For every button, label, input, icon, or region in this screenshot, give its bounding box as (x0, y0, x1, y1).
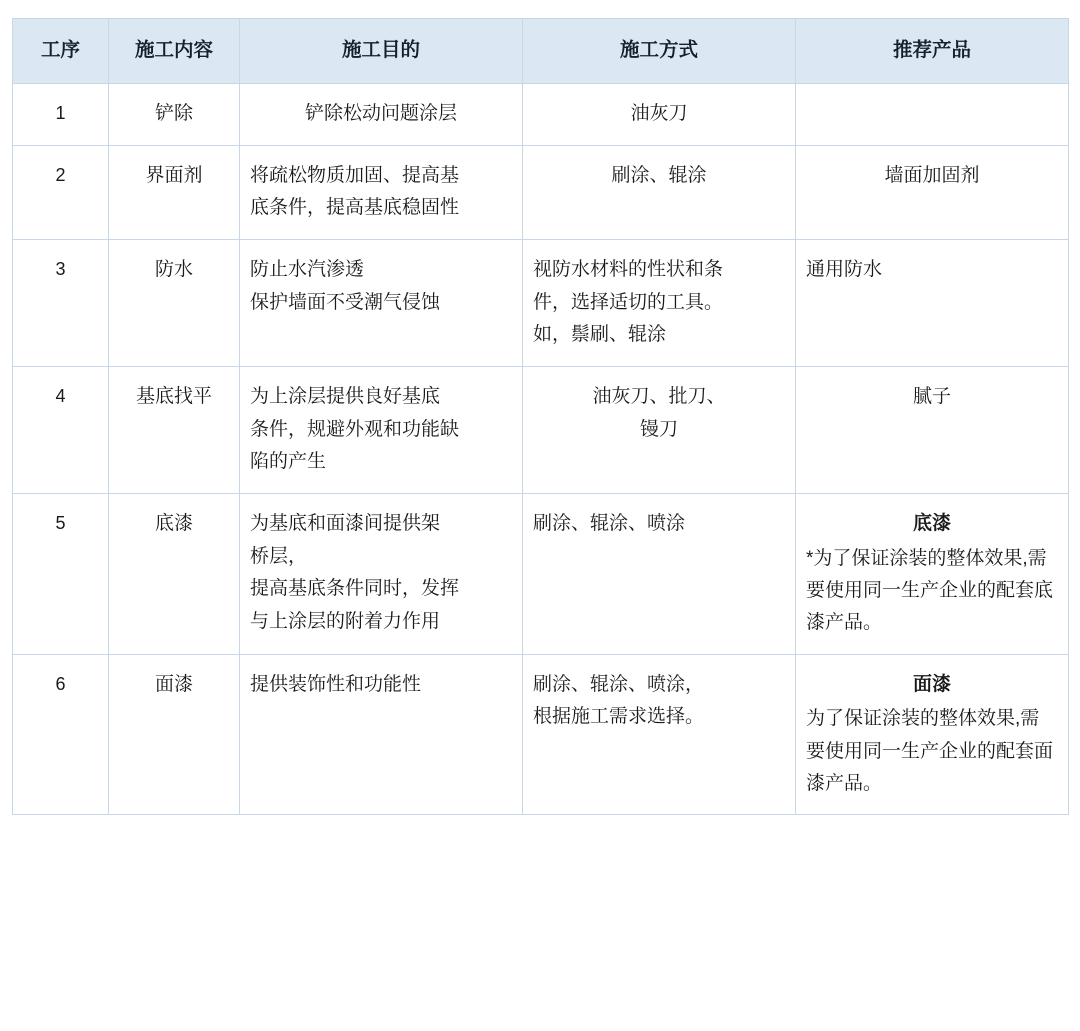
method-line: 镘刀 (639, 418, 678, 440)
cell-process-index: 5 (13, 494, 109, 655)
product-title: 墙面加固剂 (884, 164, 980, 186)
cell-method (523, 84, 796, 146)
cell-process-index: 3 (13, 240, 109, 367)
purpose-line: 提供装饰性和功能性 (250, 673, 422, 695)
cell-purpose (240, 240, 523, 367)
table-row (13, 654, 1069, 815)
method-line: 视防水材料的性状和条 (533, 259, 724, 281)
cell-product (796, 84, 1069, 146)
table-row (13, 494, 1069, 655)
table-row (13, 240, 1069, 367)
product-note: 为了保证涂装的整体效果,需要使用同一生产企业的配套面漆产品。 (806, 708, 1054, 794)
cell-process-index: 4 (13, 367, 109, 494)
purpose-line: 铲除松动问题涂层 (304, 103, 457, 124)
cell-content: 界面剂 (109, 145, 240, 239)
purpose-line: 为基底和面漆间提供架 (250, 513, 441, 535)
product-note: *为了保证涂装的整体效果,需要使用同一生产企业的配套底漆产品。 (806, 547, 1054, 634)
column-header-purpose: 施工目的 (240, 19, 523, 84)
cell-product (796, 654, 1069, 815)
cell-content: 基底找平 (109, 367, 240, 494)
column-header-content: 施工内容 (109, 19, 240, 84)
column-header-process: 工序 (13, 19, 109, 84)
method-line: 根据施工需求选择。 (533, 706, 705, 728)
cell-purpose (240, 84, 523, 146)
method-line: 如，鬃刷、辊涂 (533, 324, 667, 346)
cell-purpose (240, 145, 523, 239)
table-row (13, 367, 1069, 494)
method-line: 刷涂、辊涂、喷涂 (533, 513, 686, 535)
purpose-line: 桥层， (250, 545, 308, 567)
purpose-line: 为上涂层提供良好基底 (250, 386, 441, 408)
method-line: 刷涂、辊涂、喷涂， (533, 673, 705, 695)
cell-process-index: 2 (13, 145, 109, 239)
purpose-line: 底条件，提高基底稳固性 (250, 197, 460, 219)
construction-process-table (12, 18, 1069, 815)
cell-purpose (240, 654, 523, 815)
column-header-method: 施工方式 (523, 19, 796, 84)
table-body (13, 84, 1069, 815)
method-line: 刷涂、辊涂 (611, 164, 707, 186)
purpose-line: 提高基底条件同时，发挥 (250, 578, 460, 600)
purpose-line: 条件，规避外观和功能缺 (250, 418, 460, 440)
cell-process-index: 6 (13, 654, 109, 815)
method-line: 油灰刀、批刀、 (592, 386, 726, 408)
method-line: 件，选择适切的工具。 (533, 291, 724, 313)
purpose-line: 保护墙面不受潮气侵蚀 (250, 291, 441, 313)
cell-content: 防水 (109, 240, 240, 367)
purpose-line: 与上涂层的附着力作用 (250, 611, 441, 633)
cell-content: 面漆 (109, 654, 240, 815)
purpose-line: 陷的产生 (250, 451, 327, 473)
table-row (13, 84, 1069, 146)
cell-method (523, 654, 796, 815)
purpose-line: 将疏松物质加固、提高基 (250, 164, 460, 186)
table-header-row (13, 19, 1069, 84)
column-header-product: 推荐产品 (796, 19, 1069, 84)
product-title: 面漆 (912, 673, 951, 695)
table-header (13, 19, 1069, 84)
cell-product (796, 367, 1069, 494)
cell-product (796, 494, 1069, 655)
method-line: 油灰刀 (630, 103, 688, 124)
cell-method (523, 367, 796, 494)
cell-content: 底漆 (109, 494, 240, 655)
cell-purpose (240, 367, 523, 494)
cell-content: 铲除 (109, 84, 240, 146)
cell-product (796, 145, 1069, 239)
product-title: 腻子 (912, 386, 951, 408)
cell-method (523, 494, 796, 655)
purpose-line: 防止水汽渗透 (250, 259, 365, 281)
table-row (13, 145, 1069, 239)
cell-method (523, 240, 796, 367)
cell-product (796, 240, 1069, 367)
cell-method (523, 145, 796, 239)
product-title: 底漆 (912, 513, 951, 535)
cell-process-index: 1 (13, 84, 109, 146)
product-note: 通用防水 (806, 259, 883, 281)
cell-purpose (240, 494, 523, 655)
